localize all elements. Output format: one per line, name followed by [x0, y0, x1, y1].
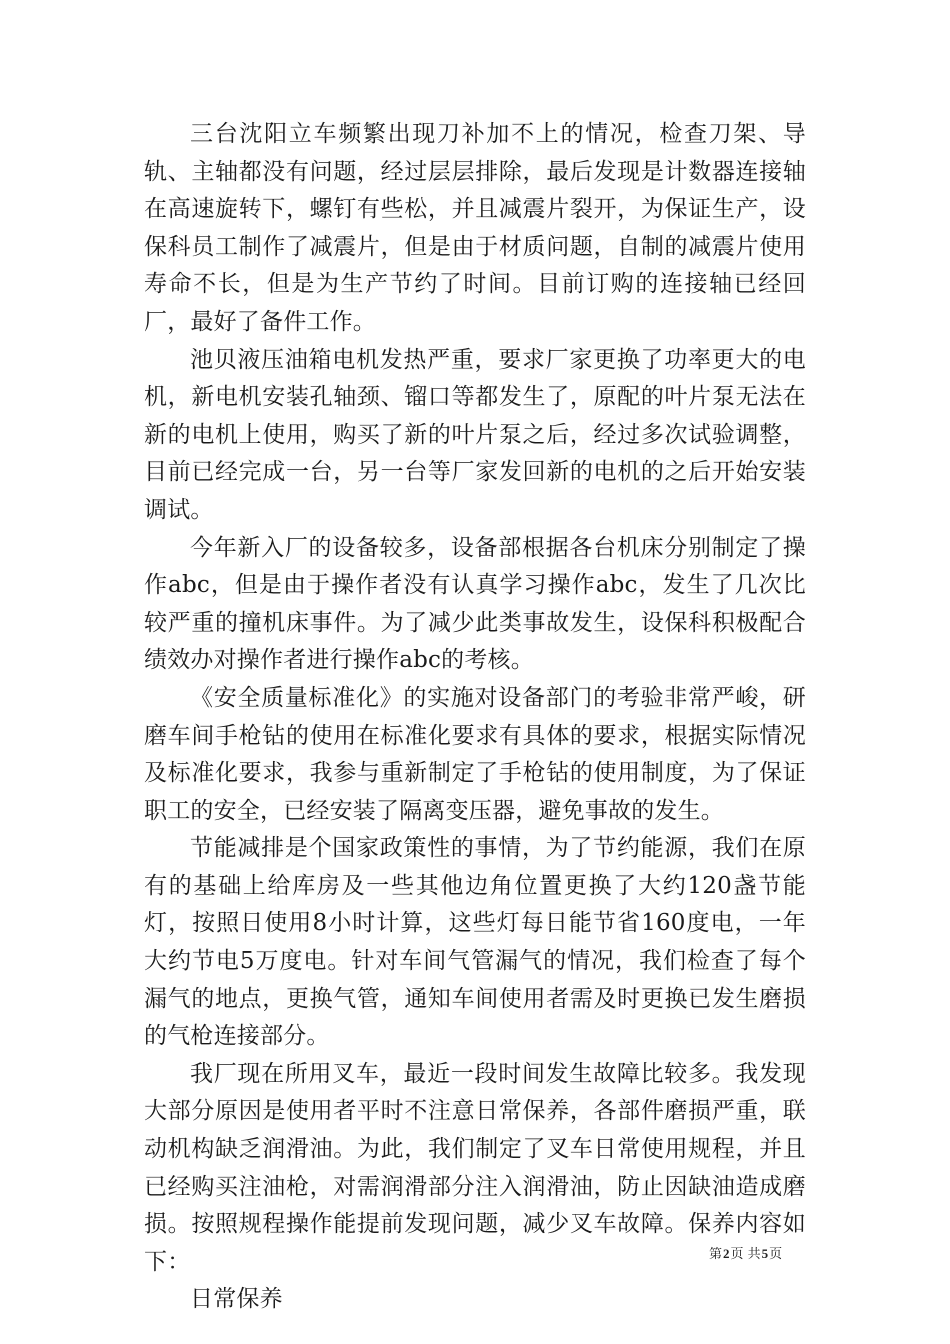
footer-prefix: 第: [709, 1247, 723, 1262]
footer-current-page: 2: [723, 1246, 730, 1261]
paragraph-safety-standard: 《安全质量标准化》的实施对设备部门的考验非常严峻，研磨车间手枪钻的使用在标准化要求有具体的要求，根据实际情况及标准化要求，我参与重新制定了手枪钻的使用制度，为了保证职工的安全，已经安装了隔离变压器，避免事故的发生。: [144, 684, 806, 824]
paragraph-hydraulic-motor: 池贝液压油箱电机发热严重，要求厂家更换了功率更大的电机，新电机安装孔轴颈、镏口等都发生了，原配的叶片泵无法在新的电机上使用，购买了新的叶片泵之后，经过多次试验调整，目前已经完成一台，另一台等厂家发回新的电机的之后开始安装调试。: [144, 346, 806, 523]
paragraph-lathe-repair: 三台沈阳立车频繁出现刀补加不上的情况，检查刀架、导轨、主轴都没有问题，经过层层排除，最后发现是计数器连接轴在高速旋转下，螺钉有些松，并且减震片裂开，为保证生产，设保科员工制作了减震片，但是由于材质问题，自制的减震片使用寿命不长，但是为生产节约了时间。目前订购的连接轴已经回厂，最好了备件工作。: [144, 121, 806, 335]
paragraph-forklift: 我厂现在所用叉车，最近一段时间发生故障比较多。我发现大部分原因是使用者平时不注意日常保养，各部件磨损严重，联动机构缺乏润滑油。为此，我们制定了叉车日常使用规程，并且已经购买注油枪，对需润滑部分注入润滑油，防止因缺油造成磨损。按照规程操作能提前发现问题，减少叉车故障。保养内容如下：: [144, 1060, 806, 1275]
paragraph-energy-saving: 节能减排是个国家政策性的事情，为了节约能源，我们在原有的基础上给库房及一些其他边角位置更换了大约120盏节能灯，按照日使用8小时计算，这些灯每日能节省160度电，一年大约节电5万度电。针对车间气管漏气的情况，我们检查了每个漏气的地点，更换气管，通知车间使用者需及时更换已发生磨损的气枪连接部分。: [144, 835, 806, 1050]
footer-total-pages: 5: [761, 1246, 769, 1261]
footer-suffix: 页: [769, 1247, 783, 1262]
document-body: [144, 116, 806, 1319]
page-number-footer: [709, 1246, 782, 1263]
footer-middle: 页 共: [730, 1247, 761, 1262]
paragraph-operation-training: 今年新入厂的设备较多，设备部根据各台机床分别制定了操作abc，但是由于操作者没有认真学习操作abc，发生了几次比较严重的撞机床事件。为了减少此类事故发生，设保科积极配合绩效办对操作者进行操作abc的考核。: [144, 534, 806, 674]
paragraph-daily-maintenance-heading: 日常保养: [190, 1286, 283, 1313]
